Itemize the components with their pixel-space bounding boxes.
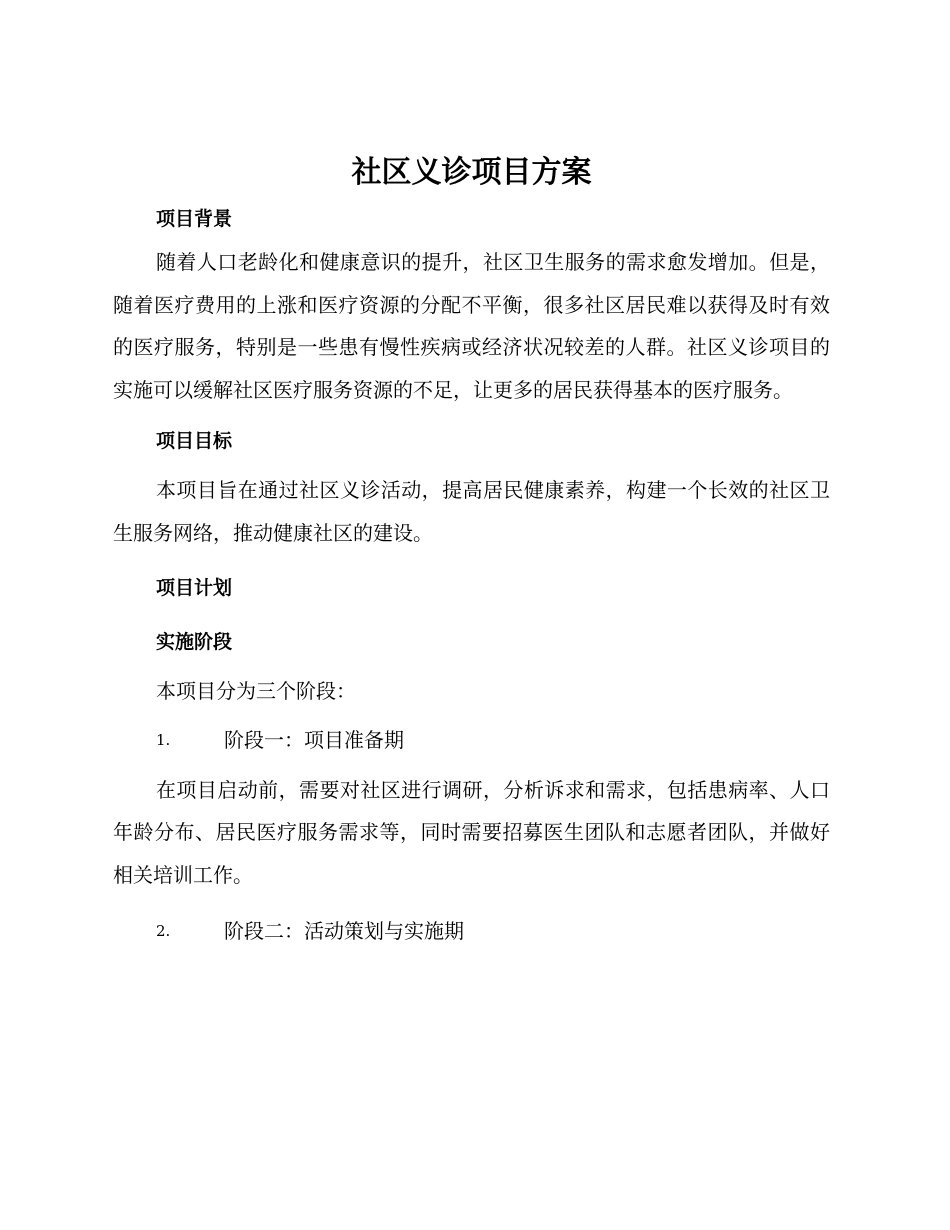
list-item-stage-1 — [113, 725, 830, 755]
list-item-stage-2 — [113, 916, 830, 946]
list-item-label: 阶段一：项目准备期 — [224, 727, 404, 752]
list-number: 2. — [156, 922, 171, 940]
paragraph-background: 随着人口老龄化和健康意识的提升，社区卫生服务的需求愈发增加。但是，随着医疗费用的上涨和医疗资源的分配不平衡，很多社区居民难以获得及时有效的医疗服务，特别是一些患有慢性疾病或经济状况较差的人群。社区义诊项目的实施可以缓解社区医疗服务资源的不足，让更多的居民获得基本的医疗服务。 — [113, 250, 830, 402]
document-body — [113, 150, 830, 946]
subheading-stages: 实施阶段 — [156, 631, 233, 653]
heading-goal: 项目目标 — [156, 430, 233, 452]
heading-plan: 项目计划 — [156, 577, 233, 599]
document-title: 社区义诊项目方案 — [351, 155, 592, 190]
list-number: 1. — [156, 730, 171, 749]
paragraph-goal: 本项目旨在通过社区义诊活动，提高居民健康素养，构建一个长效的社区卫生服务网络，推动健康社区的建设。 — [113, 478, 830, 545]
heading-background: 项目背景 — [156, 208, 233, 230]
paragraph-stages-intro: 本项目分为三个阶段： — [156, 679, 356, 703]
paragraph-stage-1-description: 在项目启动前，需要对社区进行调研，分析诉求和需求，包括患病率、人口年龄分布、居民医疗服务需求等，同时需要招募医生团队和志愿者团队，并做好相关培训工作。 — [113, 777, 830, 887]
list-item-label: 阶段二：活动策划与实施期 — [224, 919, 464, 943]
